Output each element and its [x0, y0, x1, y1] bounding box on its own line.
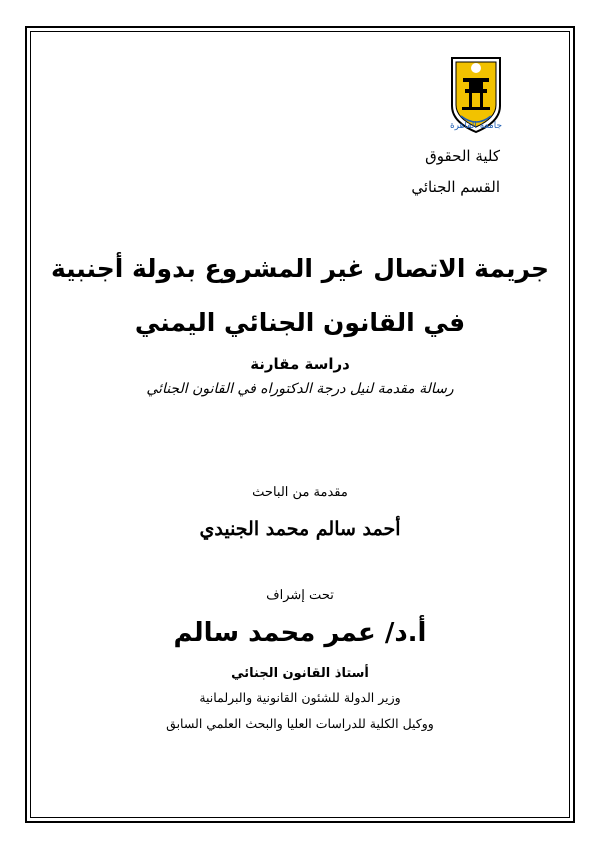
supervisor-title: أستاذ القانون الجنائي [231, 666, 369, 681]
researcher-name: أحمد سالم محمد الجنيدي [199, 518, 401, 540]
supervisor-role-2: ووكيل الكلية للدراسات العليا والبحث العلمي السابق [166, 716, 434, 731]
supervisor-name: أ.د/ عمر محمد سالم [173, 618, 427, 648]
supervisor-role-1: وزير الدولة للشئون القانونية والبرلمانية [199, 690, 401, 705]
thesis-purpose: رسالة مقدمة لنيل درجة الدكتوراه في القانون الجنائي [146, 381, 454, 397]
department-name: القسم الجنائي [411, 178, 500, 196]
logo-text: جامعة القاهرة [449, 121, 503, 131]
faculty-name: كلية الحقوق [425, 147, 500, 165]
thesis-title-line2: في القانون الجنائي اليمني [134, 308, 466, 337]
thesis-title-line1: جريمة الاتصال غير المشروع بدولة أجنبية [50, 254, 550, 283]
researcher-label: مقدمة من الباحث [252, 485, 348, 500]
cairo-university-logo [449, 56, 503, 138]
study-type: دراسة مقارنة [250, 355, 350, 373]
supervisor-label: تحت إشراف [266, 588, 334, 603]
